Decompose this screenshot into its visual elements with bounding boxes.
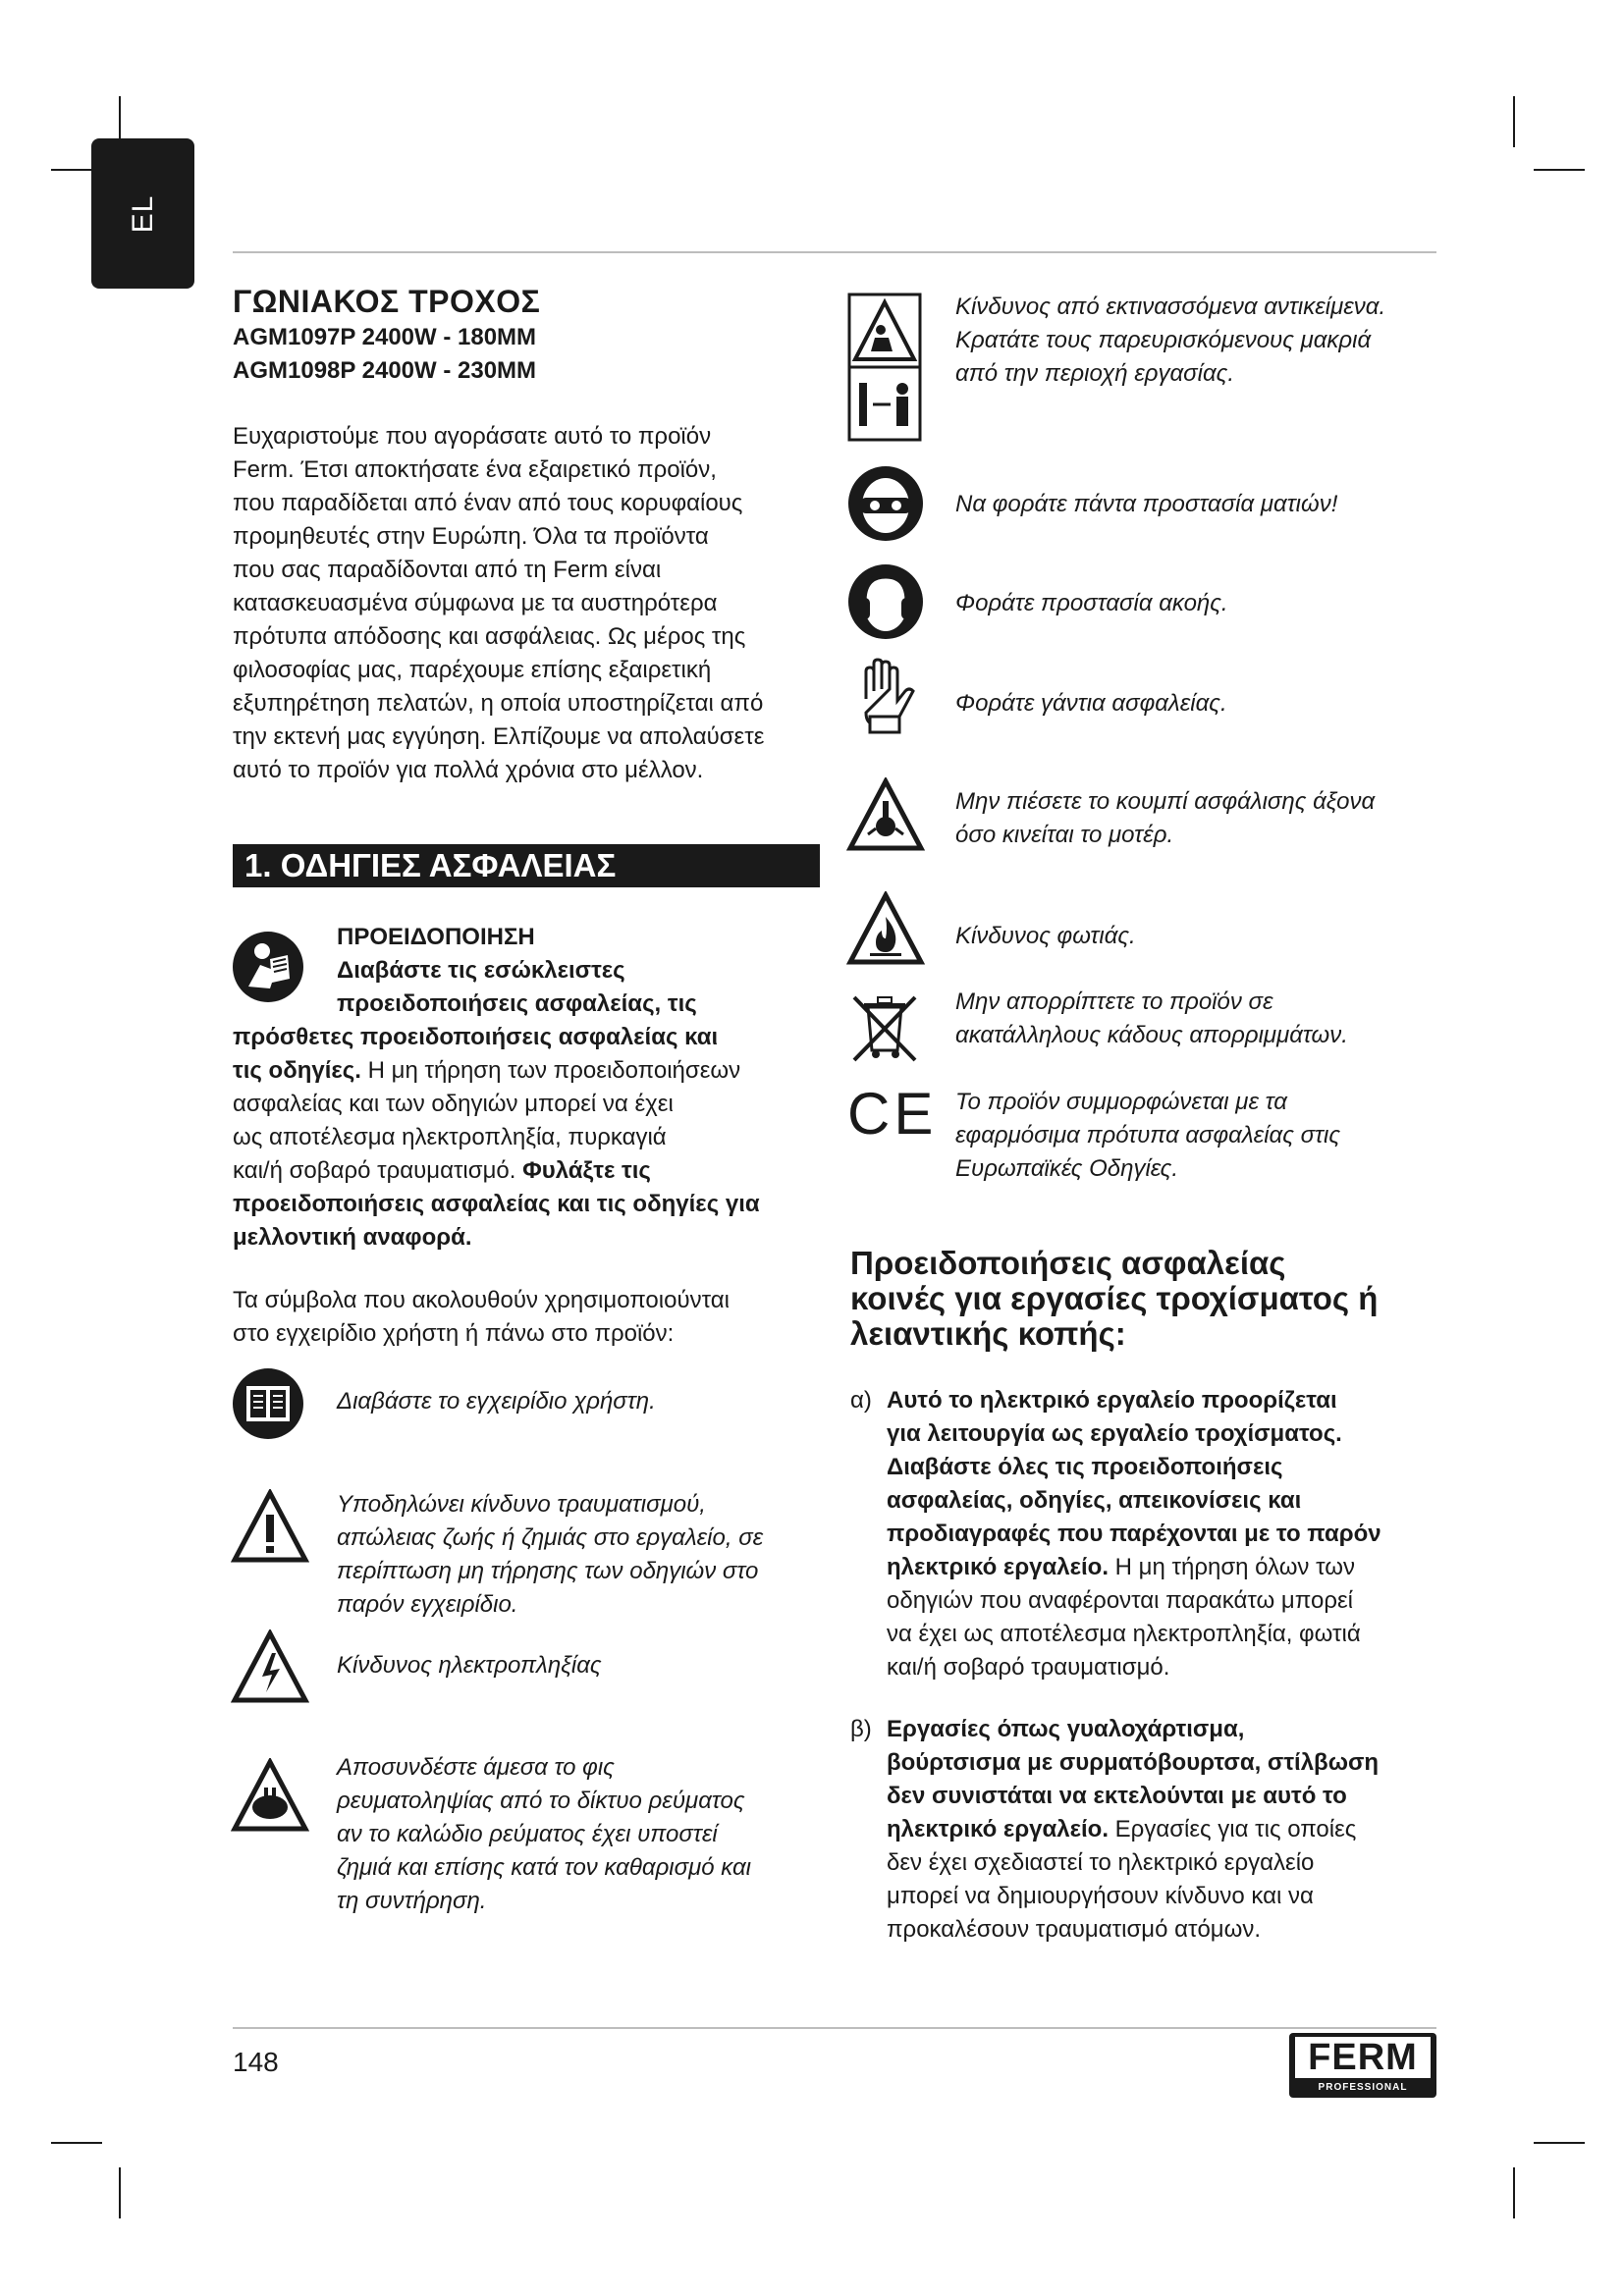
header-rule: [233, 251, 1436, 253]
symbol-line: Κίνδυνος από εκτινασσόμενα αντικείμενα.: [955, 294, 1386, 320]
item-bold: ηλεκτρικό εργαλείο.: [887, 1816, 1109, 1842]
symbol-fire-text: Κίνδυνος φωτιάς.: [955, 923, 1136, 949]
weee-bin-icon: [850, 991, 919, 1062]
symbol-line: όσο κινείται το μοτέρ.: [955, 822, 1174, 848]
warning-line: πρόσθετες προειδοποιήσεις ασφαλείας και: [233, 1024, 719, 1050]
list-label-a: α): [850, 1387, 872, 1414]
ferm-logo-subtext: PROFESSIONAL: [1318, 2082, 1408, 2093]
intro-line: Ευχαριστούμε που αγοράσατε αυτό το προϊόν: [233, 423, 712, 450]
symbol-manual-text: Διαβάστε το εγχειρίδιο χρήστη.: [337, 1388, 656, 1415]
list-item-a: [887, 1384, 1456, 1684]
item-text: Η μη τήρηση όλων των: [1109, 1554, 1355, 1580]
intro-line: πρότυπα απόδοσης και ασφάλειας. Ως μέρος της: [233, 623, 746, 650]
list-label-b: β): [850, 1716, 872, 1742]
item-line: δεν έχει σχεδιαστεί το ηλεκτρικό εργαλείο: [887, 1849, 1315, 1876]
item-line: να έχει ως αποτέλεσμα ηλεκτροπληξία, φωτιά: [887, 1621, 1361, 1647]
ferm-logo: [1289, 2033, 1436, 2098]
symbol-line: ζημιά και επίσης κατά τον καθαρισμό και: [337, 1854, 752, 1881]
intro-line: φιλοσοφίας μας, παρέχουμε επίσης εξαιρετική: [233, 657, 712, 683]
symbol-line: από την περιοχή εργασίας.: [955, 360, 1235, 387]
intro-line: εξυπηρέτηση πελατών, η οποία υποστηρίζεται από: [233, 690, 764, 717]
item-line: [887, 1551, 1456, 1584]
symbol-eye-text: Να φοράτε πάντα προστασία ματιών!: [955, 491, 1338, 517]
electric-shock-icon: [231, 1629, 309, 1704]
crop-mark: [1534, 169, 1585, 171]
ear-protection-icon: [846, 562, 925, 641]
crop-mark: [1513, 2167, 1515, 2218]
eye-protection-icon: [846, 464, 925, 543]
warning-block: [233, 921, 841, 1255]
item-line: ασφαλείας, οδηγίες, απεικονίσεις και: [887, 1487, 1302, 1514]
heading-line: λειαντικής κοπής:: [850, 1315, 1126, 1352]
heading-line: Προειδοποιήσεις ασφαλείας: [850, 1245, 1286, 1281]
warning-line: ασφαλείας και των οδηγιών μπορεί να έχει: [233, 1091, 674, 1117]
item-line: για λειτουργία ως εργαλείο τροχίσματος.: [887, 1420, 1342, 1447]
intro-paragraph: [233, 420, 832, 787]
language-code: EL: [126, 194, 159, 233]
item-line: Αυτό το ηλεκτρικό εργαλείο προορίζεται: [887, 1387, 1337, 1414]
item-line: βούρτσισμα με συρματόβουρτσα, στίλβωση: [887, 1749, 1380, 1776]
symbol-line: ρευματοληψίας από το δίκτυο ρεύματος: [337, 1788, 745, 1814]
symbol-line: Αποσυνδέστε άμεσα το φις: [337, 1754, 615, 1781]
symbol-warning-text: [337, 1488, 763, 1622]
crop-mark: [1513, 96, 1515, 147]
spindle-lock-icon: [846, 777, 925, 852]
symbol-electric-text: Κίνδυνος ηλεκτροπληξίας: [337, 1652, 602, 1679]
warning-text: και/ή σοβαρό τραυματισμό.: [233, 1157, 523, 1184]
model-line-1: AGM1097P 2400W - 180MM: [233, 324, 537, 350]
page-number: 148: [233, 2047, 279, 2077]
symbol-line: Υποδηλώνει κίνδυνο τραυματισμού,: [337, 1491, 706, 1518]
symbol-line: Μην πιέσετε το κουμπί ασφάλισης άξονα: [955, 788, 1376, 815]
symbols-intro-line: στο εγχειρίδιο χρήστη ή πάνω στο προϊόν:: [233, 1320, 675, 1347]
warning-text: Η μη τήρηση των προειδοποιήσεων: [360, 1057, 741, 1084]
unplug-icon: [231, 1758, 309, 1833]
intro-line: που παραδίδεται από έναν από τους κορυφαίους: [233, 490, 743, 516]
warning-line: προειδοποιήσεις ασφαλείας, τις: [337, 990, 697, 1017]
symbol-line: Ευρωπαϊκές Οδηγίες.: [955, 1155, 1179, 1182]
model-line-2: AGM1098P 2400W - 230MM: [233, 357, 537, 384]
item-line: και/ή σοβαρό τραυματισμό.: [887, 1654, 1170, 1681]
symbol-line: παρόν εγχειρίδιο.: [337, 1591, 518, 1618]
warning-line: ως αποτέλεσμα ηλεκτροπληξία, πυρκαγιά: [233, 1124, 667, 1150]
crop-mark: [51, 2142, 102, 2144]
symbol-flying-text: [955, 291, 1385, 391]
fire-icon: [846, 891, 925, 966]
warning-triangle-icon: [231, 1489, 309, 1564]
ce-mark-icon: CE: [847, 1081, 938, 1147]
item-text: Εργασίες για τις οποίες: [1109, 1816, 1357, 1842]
symbol-line: ακατάλληλους κάδους απορριμμάτων.: [955, 1022, 1348, 1048]
warning-label: ΠΡΟΕΙΔΟΠΟΙΗΣΗ: [337, 924, 535, 950]
intro-line: Ferm. Έτσι αποκτήσατε ένα εξαιρετικό προϊόν,: [233, 456, 717, 483]
symbol-spindle-text: [955, 785, 1375, 852]
symbol-ce-text: [955, 1086, 1340, 1186]
item-line: προκαλέσουν τραυματισμό ατόμων.: [887, 1916, 1262, 1943]
warning-line: Διαβάστε τις εσώκλειστες: [337, 957, 625, 984]
language-tab: [91, 138, 194, 289]
item-line: Εργασίες όπως γυαλοχάρτισμα,: [887, 1716, 1245, 1742]
item-line: προδιαγραφές που παρέχονται με το παρόν: [887, 1521, 1381, 1547]
ferm-logo-text: FERM: [1295, 2037, 1431, 2078]
symbol-line: Κρατάτε τους παρευρισκόμενους μακριά: [955, 327, 1372, 353]
symbols-intro: [233, 1284, 730, 1351]
item-line: δεν συνιστάται να εκτελούνται με αυτό το: [887, 1783, 1347, 1809]
gloves-icon: [852, 656, 921, 736]
crop-mark: [1534, 2142, 1585, 2144]
item-line: μπορεί να δημιουργήσουν κίνδυνο και να: [887, 1883, 1314, 1909]
intro-line: αυτό το προϊόν για πολλά χρόνια στο μέλλον.: [233, 757, 704, 783]
symbol-line: Μην απορρίπτετε το προϊόν σε: [955, 988, 1273, 1015]
symbol-line: απώλειας ζωής ή ζημιάς στο εργαλείο, σε: [337, 1524, 764, 1551]
flying-objects-icon: [847, 293, 922, 442]
intro-line: κατασκευασμένα σύμφωνα με τα αυστηρότερα: [233, 590, 718, 616]
warning-line: [233, 1054, 841, 1088]
symbols-intro-line: Τα σύμβολα που ακολουθούν χρησιμοποιούνται: [233, 1287, 730, 1313]
symbol-unplug-text: [337, 1751, 751, 1918]
item-line: [887, 1813, 1456, 1846]
symbol-line: εφαρμόσιμα πρότυπα ασφαλείας στις: [955, 1122, 1341, 1148]
intro-line: την εκτενή μας εγγύηση. Ελπίζουμε να απολαύσετε: [233, 723, 765, 750]
warning-line: προειδοποιήσεις ασφαλείας και τις οδηγίες για: [233, 1191, 760, 1217]
item-line: οδηγιών που αναφέρονται παρακάτω μπορεί: [887, 1587, 1354, 1614]
section-heading-bar: 1. ΟΔΗΓΙΕΣ ΑΣΦΑΛΕΙΑΣ: [233, 844, 820, 887]
warning-bold: τις οδηγίες.: [233, 1057, 361, 1084]
heading-line: κοινές για εργασίες τροχίσματος ή: [850, 1280, 1379, 1316]
symbol-line: Το προϊόν συμμορφώνεται με τα: [955, 1089, 1287, 1115]
manual-icon: [231, 1366, 305, 1441]
list-item-b: [887, 1713, 1456, 1947]
grinding-section-heading: [850, 1246, 1378, 1352]
symbol-weee-text: [955, 986, 1348, 1052]
warning-line: [233, 1154, 841, 1188]
intro-line: που σας παραδίδονται από τη Ferm είναι: [233, 557, 662, 583]
symbol-ear-text: Φοράτε προστασία ακοής.: [955, 590, 1228, 616]
footer-rule: [233, 2027, 1436, 2029]
symbol-line: τη συντήρηση.: [337, 1888, 487, 1914]
item-line: Διαβάστε όλες τις προειδοποιήσεις: [887, 1454, 1283, 1480]
symbol-line: αν το καλώδιο ρεύματος έχει υποστεί: [337, 1821, 718, 1847]
item-bold: ηλεκτρικό εργαλείο.: [887, 1554, 1109, 1580]
intro-line: προμηθευτές στην Ευρώπη. Όλα τα προϊόντα: [233, 523, 709, 550]
crop-mark: [119, 2167, 121, 2218]
symbol-gloves-text: Φοράτε γάντια ασφαλείας.: [955, 690, 1227, 717]
product-title: ΓΩΝΙΑΚΟΣ ΤΡΟΧΟΣ: [233, 284, 541, 319]
symbol-line: περίπτωση μη τήρησης των οδηγιών στο: [337, 1558, 759, 1584]
warning-bold: Φυλάξτε τις: [522, 1157, 651, 1184]
warning-line: μελλοντική αναφορά.: [233, 1224, 472, 1251]
